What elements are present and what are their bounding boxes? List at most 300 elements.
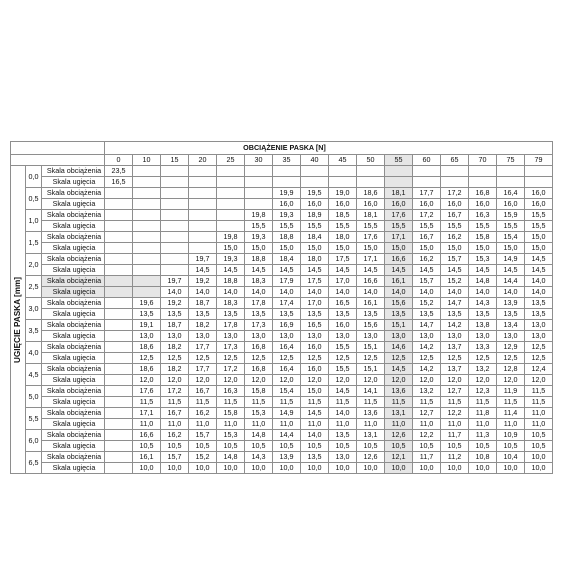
load-value-cell: 16,7: [441, 210, 469, 221]
load-value-cell: 16,3: [469, 210, 497, 221]
deflection-value-cell: 10,5: [329, 441, 357, 452]
deflection-value: 3,5: [26, 320, 42, 342]
load-header-cell: 20: [189, 155, 217, 166]
deflection-scale-row: [11, 331, 553, 342]
deflection-value-cell: [105, 265, 133, 276]
deflection-value: 0,0: [26, 166, 42, 188]
corner-blank: [11, 142, 105, 155]
deflection-value-cell: 10,5: [133, 441, 161, 452]
deflection-value-cell: 10,5: [525, 441, 553, 452]
load-value-cell: 19,3: [273, 210, 301, 221]
deflection-value-cell: 10,0: [385, 463, 413, 474]
deflection-value-cell: 11,5: [357, 397, 385, 408]
load-value-cell: 12,2: [413, 430, 441, 441]
deflection-value-cell: 14,5: [385, 265, 413, 276]
deflection-value-cell: [161, 177, 189, 188]
deflection-value-cell: 12,5: [329, 353, 357, 364]
deflection-value-cell: [217, 177, 245, 188]
deflection-value-cell: 11,5: [413, 397, 441, 408]
deflection-value-cell: 13,5: [133, 309, 161, 320]
deflection-value-cell: 13,0: [441, 331, 469, 342]
deflection-value-cell: [497, 177, 525, 188]
load-value-cell: [441, 166, 469, 177]
load-value-cell: [161, 188, 189, 199]
deflection-value: 1,5: [26, 232, 42, 254]
deflection-value-cell: 14,5: [413, 265, 441, 276]
load-value-cell: 12,6: [385, 430, 413, 441]
load-value-cell: 14,9: [273, 408, 301, 419]
deflection-value-cell: 15,5: [413, 221, 441, 232]
load-value-cell: 13,9: [273, 452, 301, 463]
deflection-value-cell: 14,0: [441, 287, 469, 298]
load-value-cell: 13,0: [525, 320, 553, 331]
load-value-cell: 14,5: [525, 254, 553, 265]
deflection-value-cell: 10,5: [189, 441, 217, 452]
load-value-cell: [301, 166, 329, 177]
load-value-cell: 13,6: [385, 386, 413, 397]
deflection-value-cell: 13,5: [273, 309, 301, 320]
deflection-value-cell: 14,0: [469, 287, 497, 298]
deflection-value-cell: 16,0: [329, 199, 357, 210]
deflection-value-cell: 14,0: [161, 287, 189, 298]
load-value-cell: [217, 188, 245, 199]
load-value-cell: 17,1: [385, 232, 413, 243]
deflection-value-cell: 15,0: [301, 243, 329, 254]
deflection-value-cell: 10,5: [301, 441, 329, 452]
deflection-value-cell: 11,0: [217, 419, 245, 430]
deflection-value-cell: [301, 177, 329, 188]
deflection-value-cell: 11,0: [497, 419, 525, 430]
load-value-cell: 15,7: [189, 430, 217, 441]
load-value-cell: [497, 166, 525, 177]
row-label-deflection: Skala ugięcia: [42, 265, 105, 276]
row-label-load: Skala obciążenia: [42, 452, 105, 463]
load-value-cell: [133, 254, 161, 265]
load-value-cell: [161, 232, 189, 243]
load-value-cell: 13,2: [413, 386, 441, 397]
deflection-value: 5,0: [26, 386, 42, 408]
deflection-value-cell: 15,0: [469, 243, 497, 254]
deflection-value-cell: 14,0: [189, 287, 217, 298]
deflection-value-cell: 13,0: [469, 331, 497, 342]
deflection-value-cell: 13,0: [301, 331, 329, 342]
load-header-cell: 55: [385, 155, 413, 166]
load-scale-row: [11, 210, 553, 221]
load-value-cell: 15,1: [357, 342, 385, 353]
load-value-cell: 13,1: [357, 430, 385, 441]
deflection-value-cell: 14,0: [329, 287, 357, 298]
deflection-value-cell: 14,5: [189, 265, 217, 276]
deflection-value-cell: 16,5: [105, 177, 133, 188]
deflection-value: 1,0: [26, 210, 42, 232]
deflection-value-cell: [245, 177, 273, 188]
load-value-cell: 15,2: [441, 276, 469, 287]
load-value-cell: 15,7: [161, 452, 189, 463]
load-value-cell: 18,0: [301, 254, 329, 265]
load-value-cell: 11,3: [469, 430, 497, 441]
load-value-cell: 14,2: [413, 342, 441, 353]
deflection-value-cell: 12,0: [413, 375, 441, 386]
load-value-cell: 17,5: [301, 276, 329, 287]
deflection-value-cell: 14,0: [301, 287, 329, 298]
load-value-cell: 14,5: [301, 408, 329, 419]
load-value-cell: 14,2: [413, 364, 441, 375]
deflection-value-cell: 12,5: [441, 353, 469, 364]
load-value-cell: 17,9: [273, 276, 301, 287]
deflection-value-cell: 10,0: [329, 463, 357, 474]
deflection-value-cell: 15,0: [441, 243, 469, 254]
load-value-cell: [245, 188, 273, 199]
deflection-value-cell: 14,0: [497, 287, 525, 298]
deflection-value-cell: 16,0: [497, 199, 525, 210]
deflection-value-cell: 10,0: [273, 463, 301, 474]
deflection-value-cell: 12,0: [161, 375, 189, 386]
row-label-deflection: Skala ugięcia: [42, 397, 105, 408]
deflection-value-cell: 11,0: [385, 419, 413, 430]
load-value-cell: 17,1: [133, 408, 161, 419]
deflection-value-cell: 13,0: [413, 331, 441, 342]
load-value-cell: 14,5: [329, 386, 357, 397]
load-header-cell: 10: [133, 155, 161, 166]
load-value-cell: 17,3: [245, 320, 273, 331]
deflection-value-cell: 13,0: [385, 331, 413, 342]
load-value-cell: [329, 166, 357, 177]
load-value-cell: [469, 166, 497, 177]
load-header-cell: 40: [301, 155, 329, 166]
deflection-value-cell: 12,0: [273, 375, 301, 386]
load-value-cell: [105, 320, 133, 331]
deflection-value-cell: [105, 441, 133, 452]
load-value-cell: 16,4: [273, 342, 301, 353]
deflection-value-cell: 12,5: [161, 353, 189, 364]
row-label-load: Skala obciążenia: [42, 342, 105, 353]
deflection-value-cell: 12,0: [525, 375, 553, 386]
load-header-cell: 30: [245, 155, 273, 166]
deflection-value-cell: 14,0: [273, 287, 301, 298]
deflection-value-cell: 13,5: [329, 309, 357, 320]
load-value-cell: 15,1: [357, 364, 385, 375]
deflection-value-cell: 16,0: [441, 199, 469, 210]
load-value-cell: 15,5: [329, 364, 357, 375]
deflection-value-cell: 10,5: [469, 441, 497, 452]
load-value-cell: 19,9: [273, 188, 301, 199]
load-value-cell: 11,2: [441, 452, 469, 463]
load-value-cell: 11,4: [497, 408, 525, 419]
load-value-cell: 11,8: [469, 408, 497, 419]
deflection-value-cell: 11,0: [301, 419, 329, 430]
load-header-cell: 35: [273, 155, 301, 166]
row-label-load: Skala obciążenia: [42, 430, 105, 441]
deflection-value-cell: 15,0: [273, 243, 301, 254]
load-value-cell: 19,2: [161, 298, 189, 309]
deflection-value-cell: [105, 353, 133, 364]
load-value-cell: 13,4: [497, 320, 525, 331]
load-value-cell: 23,5: [105, 166, 133, 177]
deflection-value-cell: [441, 177, 469, 188]
deflection-value-cell: 12,0: [329, 375, 357, 386]
deflection-value-cell: 13,5: [301, 309, 329, 320]
load-value-cell: 14,0: [329, 408, 357, 419]
load-value-cell: 13,0: [329, 452, 357, 463]
deflection-value-cell: 12,0: [357, 375, 385, 386]
deflection-value-cell: 12,0: [245, 375, 273, 386]
deflection-value-cell: 13,5: [189, 309, 217, 320]
deflection-value-cell: [189, 243, 217, 254]
load-value-cell: [105, 342, 133, 353]
load-value-cell: 18,8: [245, 254, 273, 265]
deflection-value-cell: 13,0: [273, 331, 301, 342]
load-scale-row: [11, 254, 553, 265]
load-value-cell: 15,0: [301, 386, 329, 397]
load-value-cell: 11,7: [441, 430, 469, 441]
load-value-cell: [133, 276, 161, 287]
deflection-value-cell: 15,0: [357, 243, 385, 254]
deflection-value-cell: 15,0: [329, 243, 357, 254]
deflection-value-cell: 12,5: [189, 353, 217, 364]
load-value-cell: [105, 210, 133, 221]
deflection-value-cell: 10,5: [245, 441, 273, 452]
deflection-value-cell: [329, 177, 357, 188]
load-value-cell: [105, 430, 133, 441]
row-label-deflection: Skala ugięcia: [42, 221, 105, 232]
load-value-cell: [105, 386, 133, 397]
load-value-cell: 18,7: [161, 320, 189, 331]
row-label-deflection: Skala ugięcia: [42, 441, 105, 452]
load-value-cell: 10,4: [497, 452, 525, 463]
deflection-value-cell: 12,5: [497, 353, 525, 364]
load-value-cell: 15,6: [385, 298, 413, 309]
deflection-value-cell: 12,5: [217, 353, 245, 364]
load-value-cell: 15,6: [357, 320, 385, 331]
deflection-value-cell: 16,0: [469, 199, 497, 210]
load-header-cell: 60: [413, 155, 441, 166]
load-value-cell: 15,7: [441, 254, 469, 265]
load-value-cell: 15,0: [525, 232, 553, 243]
row-label-deflection: Skala ugięcia: [42, 309, 105, 320]
load-value-cell: [413, 166, 441, 177]
tension-table-sheet: [10, 141, 553, 474]
deflection-value-cell: 13,0: [357, 331, 385, 342]
load-value-cell: 17,2: [217, 364, 245, 375]
load-value-cell: [105, 452, 133, 463]
load-value-cell: 16,2: [413, 254, 441, 265]
load-value-cell: 18,3: [217, 298, 245, 309]
deflection-value-cell: 15,5: [245, 221, 273, 232]
load-value-cell: 19,1: [133, 320, 161, 331]
load-value-cell: 16,3: [217, 386, 245, 397]
deflection-value-cell: 11,0: [329, 419, 357, 430]
deflection-value-cell: 14,0: [413, 287, 441, 298]
deflection-value-cell: 16,0: [385, 199, 413, 210]
load-value-cell: 11,5: [525, 386, 553, 397]
row-label-load: Skala obciążenia: [42, 188, 105, 199]
load-value-cell: 16,1: [385, 276, 413, 287]
load-value-cell: 18,8: [273, 232, 301, 243]
deflection-value-cell: 13,5: [161, 309, 189, 320]
deflection-value-cell: 13,0: [189, 331, 217, 342]
load-value-cell: 12,9: [497, 342, 525, 353]
deflection-value-cell: 13,0: [161, 331, 189, 342]
load-value-cell: 16,2: [161, 430, 189, 441]
load-value-cell: 14,4: [497, 276, 525, 287]
load-value-cell: 15,2: [413, 298, 441, 309]
load-value-cell: 14,1: [357, 386, 385, 397]
deflection-value-cell: 15,5: [273, 221, 301, 232]
deflection-value-cell: 15,0: [217, 243, 245, 254]
deflection-value: 4,5: [26, 364, 42, 386]
table-title: OBCIĄŻENIE PASKA [N]: [105, 142, 553, 155]
deflection-value-cell: 14,0: [217, 287, 245, 298]
deflection-value-cell: 15,5: [441, 221, 469, 232]
load-value-cell: 18,6: [133, 364, 161, 375]
deflection-value-cell: 16,0: [301, 199, 329, 210]
deflection-value-cell: 11,5: [161, 397, 189, 408]
deflection-value-cell: 14,5: [273, 265, 301, 276]
load-value-cell: 16,4: [273, 364, 301, 375]
deflection-value-cell: 16,0: [413, 199, 441, 210]
deflection-value: 0,5: [26, 188, 42, 210]
deflection-value-cell: 12,5: [301, 353, 329, 364]
deflection-value-cell: 10,0: [245, 463, 273, 474]
load-value-cell: 10,9: [497, 430, 525, 441]
load-value-cell: 15,3: [217, 430, 245, 441]
deflection-value-cell: [133, 243, 161, 254]
load-scale-row: [11, 276, 553, 287]
load-value-cell: 17,6: [357, 232, 385, 243]
load-value-cell: 14,6: [385, 342, 413, 353]
load-value-cell: 15,5: [329, 342, 357, 353]
load-value-cell: 15,5: [525, 210, 553, 221]
load-value-cell: 12,6: [357, 452, 385, 463]
load-value-cell: 16,5: [301, 320, 329, 331]
load-value-cell: 16,4: [497, 188, 525, 199]
load-value-cell: 18,1: [385, 188, 413, 199]
load-scale-row: [11, 408, 553, 419]
load-value-cell: 11,0: [525, 408, 553, 419]
load-header-cell: 75: [497, 155, 525, 166]
deflection-scale-row: [11, 287, 553, 298]
deflection-value-cell: [245, 199, 273, 210]
load-value-cell: [133, 232, 161, 243]
load-value-cell: 17,5: [329, 254, 357, 265]
load-value-cell: [105, 298, 133, 309]
load-value-cell: 13,5: [329, 430, 357, 441]
load-value-cell: [525, 166, 553, 177]
deflection-value-cell: 13,0: [245, 331, 273, 342]
row-label-load: Skala obciążenia: [42, 386, 105, 397]
load-value-cell: 17,8: [217, 320, 245, 331]
load-value-cell: 16,7: [189, 386, 217, 397]
row-label-load: Skala obciążenia: [42, 166, 105, 177]
deflection-value-cell: 13,5: [469, 309, 497, 320]
deflection-value-cell: [189, 221, 217, 232]
deflection-value-cell: [105, 463, 133, 474]
deflection-value-cell: [105, 419, 133, 430]
load-value-cell: 13,5: [525, 298, 553, 309]
load-value-cell: 12,7: [413, 408, 441, 419]
load-value-cell: 17,4: [273, 298, 301, 309]
deflection-value-cell: 11,0: [273, 419, 301, 430]
deflection-value-cell: [161, 199, 189, 210]
deflection-value-cell: 14,0: [385, 287, 413, 298]
deflection-value-cell: [133, 177, 161, 188]
load-value-cell: [133, 166, 161, 177]
load-value-cell: 16,7: [161, 408, 189, 419]
deflection-value: 4,0: [26, 342, 42, 364]
deflection-value-cell: 10,5: [497, 441, 525, 452]
load-value-cell: 14,8: [245, 430, 273, 441]
load-value-cell: 14,5: [385, 364, 413, 375]
load-value-cell: [133, 188, 161, 199]
load-value-cell: 16,6: [357, 276, 385, 287]
deflection-value-cell: 12,0: [385, 375, 413, 386]
deflection-scale-row: [11, 353, 553, 364]
load-value-cell: [105, 232, 133, 243]
deflection-value-cell: [133, 287, 161, 298]
deflection-value-cell: 10,0: [133, 463, 161, 474]
load-value-cell: 17,0: [301, 298, 329, 309]
deflection-value-cell: 11,0: [357, 419, 385, 430]
deflection-value-cell: [105, 375, 133, 386]
deflection-value-cell: 11,0: [413, 419, 441, 430]
deflection-value-cell: [413, 177, 441, 188]
load-value-cell: 18,6: [133, 342, 161, 353]
load-value-cell: [105, 364, 133, 375]
deflection-value-cell: 10,5: [161, 441, 189, 452]
load-value-cell: 16,7: [413, 232, 441, 243]
deflection-value-cell: 13,0: [329, 331, 357, 342]
load-value-cell: 18,9: [301, 210, 329, 221]
load-value-cell: 18,7: [189, 298, 217, 309]
load-value-cell: 17,6: [385, 210, 413, 221]
deflection-value-cell: 15,5: [469, 221, 497, 232]
load-value-cell: 15,1: [385, 320, 413, 331]
deflection-value-cell: 10,5: [357, 441, 385, 452]
load-value-cell: 14,7: [441, 298, 469, 309]
deflection-value-cell: 11,5: [469, 397, 497, 408]
load-scale-row: [11, 452, 553, 463]
deflection-value-cell: 15,0: [497, 243, 525, 254]
load-value-cell: 15,3: [469, 254, 497, 265]
load-value-cell: 10,8: [469, 452, 497, 463]
deflection-scale-row: [11, 221, 553, 232]
deflection-value-cell: 12,5: [413, 353, 441, 364]
deflection-value-cell: 13,5: [357, 309, 385, 320]
title-row: [11, 142, 553, 155]
load-value-cell: 14,3: [245, 452, 273, 463]
deflection-value-cell: 14,0: [525, 287, 553, 298]
deflection-value-cell: [105, 397, 133, 408]
load-header-cell: 15: [161, 155, 189, 166]
deflection-value-cell: 12,0: [133, 375, 161, 386]
row-label-load: Skala obciążenia: [42, 276, 105, 287]
load-value-cell: [189, 166, 217, 177]
load-value-cell: 18,5: [329, 210, 357, 221]
load-value-cell: 15,8: [245, 386, 273, 397]
deflection-value-cell: 10,0: [189, 463, 217, 474]
load-value-cell: [217, 166, 245, 177]
deflection-scale-row: [11, 397, 553, 408]
deflection-value-cell: [469, 177, 497, 188]
load-value-cell: 19,8: [217, 232, 245, 243]
deflection-value-cell: [357, 177, 385, 188]
row-label-load: Skala obciążenia: [42, 408, 105, 419]
side-axis-label-cell: [11, 166, 26, 474]
deflection-value-cell: [385, 177, 413, 188]
load-value-cell: [273, 166, 301, 177]
load-value-cell: [217, 210, 245, 221]
load-value-cell: 16,0: [301, 364, 329, 375]
